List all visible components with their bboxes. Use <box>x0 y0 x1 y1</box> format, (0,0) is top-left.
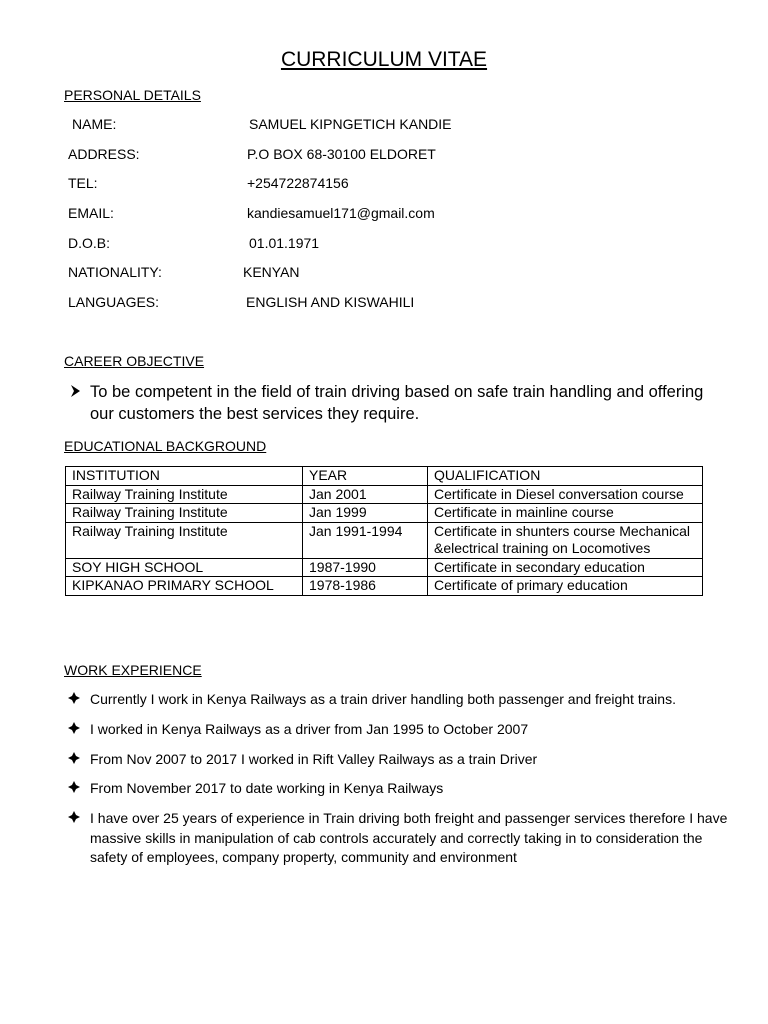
nationality-label: NATIONALITY: <box>68 264 162 280</box>
year-cell: 1978-1986 <box>303 577 428 596</box>
column-header-year: YEAR <box>303 467 428 486</box>
year-cell: Jan 1991-1994 <box>303 522 428 558</box>
qualification-cell: Certificate in mainline course <box>428 504 703 523</box>
qualification-cell: Certificate in secondary education <box>428 558 703 577</box>
qualification-cell: Certificate of primary education <box>428 577 703 596</box>
institution-cell: Railway Training Institute <box>66 522 303 558</box>
table-row <box>66 558 703 577</box>
table-row <box>66 485 703 504</box>
address-value: P.O BOX 68-30100 ELDORET <box>247 146 436 162</box>
languages-value: ENGLISH AND KISWAHILI <box>246 294 415 310</box>
column-header-qualification: QUALIFICATION <box>428 467 703 486</box>
year-cell: Jan 1999 <box>303 504 428 523</box>
career-objective-heading: CAREER OBJECTIVE <box>64 353 205 369</box>
address-label: ADDRESS: <box>68 146 140 162</box>
table-row <box>66 522 703 558</box>
personal-details-heading: PERSONAL DETAILS <box>64 87 201 103</box>
work-item-text: I worked in Kenya Railways as a driver from Jan 1995 to October 2007 <box>90 721 529 737</box>
table-row <box>66 577 703 596</box>
work-experience-heading: WORK EXPERIENCE <box>64 662 202 678</box>
column-header-institution: INSTITUTION <box>66 467 303 486</box>
career-objective-text: To be competent in the field of train driving based on safe train handling and offering our customers the best services they require. <box>90 383 704 423</box>
education-heading: EDUCATIONAL BACKGROUND <box>64 438 267 454</box>
email-label: EMAIL: <box>68 205 114 221</box>
education-table <box>65 466 703 596</box>
table-header-row <box>66 467 703 486</box>
diamond-bullet-icon <box>68 811 80 823</box>
year-cell: Jan 2001 <box>303 485 428 504</box>
nationality-value: KENYAN <box>243 264 300 280</box>
email-value[interactable]: kandiesamuel171@gmail.com <box>247 205 435 221</box>
work-item-text: Currently I work in Kenya Railways as a train driver handling both passenger and freight trains. <box>90 691 676 707</box>
document-title: CURRICULUM VITAE <box>280 48 488 71</box>
name-label: NAME: <box>72 116 117 132</box>
work-item-text: From Nov 2007 to 2017 I worked in Rift Valley Railways as a train Driver <box>90 751 538 767</box>
institution-cell: Railway Training Institute <box>66 485 303 504</box>
year-cell: 1987-1990 <box>303 558 428 577</box>
dob-value: 01.01.1971 <box>249 235 320 251</box>
qualification-cell: Certificate in Diesel conversation course <box>428 485 703 504</box>
table-row <box>66 504 703 523</box>
qualification-cell: Certificate in shunters course Mechanical &electrical training on Locomotives <box>428 522 703 558</box>
work-item-text: From November 2017 to date working in Kenya Railways <box>90 780 444 796</box>
institution-cell: SOY HIGH SCHOOL <box>66 558 303 577</box>
tel-label: TEL: <box>68 175 98 191</box>
arrow-bullet-icon <box>68 383 84 399</box>
tel-value: +254722874156 <box>247 175 349 191</box>
institution-cell: KIPKANAO PRIMARY SCHOOL <box>66 577 303 596</box>
work-item-text: I have over 25 years of experience in Train driving both freight and passenger services therefore I have massive skills in manipulation of cab controls accurately and correctly taking in to consideration the safety of employees, company property, community and environment <box>90 810 728 865</box>
diamond-bullet-icon <box>68 752 80 764</box>
diamond-bullet-icon <box>68 781 80 793</box>
diamond-bullet-icon <box>68 722 80 734</box>
languages-label: LANGUAGES: <box>68 294 160 310</box>
dob-label: D.O.B: <box>68 235 111 251</box>
institution-cell: Railway Training Institute <box>66 504 303 523</box>
name-value: SAMUEL KIPNGETICH KANDIE <box>249 116 452 132</box>
diamond-bullet-icon <box>68 692 80 704</box>
